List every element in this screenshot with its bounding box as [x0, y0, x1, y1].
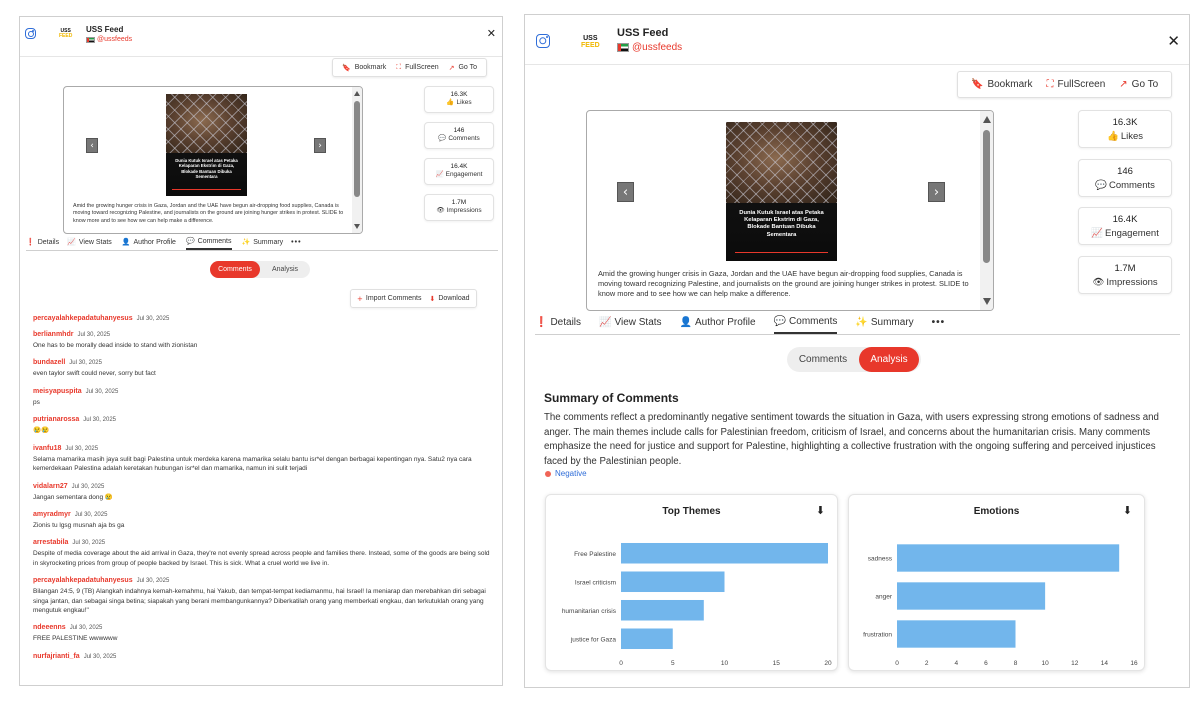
user-icon: 👤	[679, 317, 692, 328]
comment-date: Jul 30, 2025	[83, 653, 117, 660]
comment-text: Jangan sementara dong 😢	[33, 493, 114, 501]
slide-image	[166, 94, 247, 196]
category-label: Free Palestine	[574, 550, 616, 558]
category-label: Israel criticism	[574, 579, 616, 587]
uss-feed-logo: USS FEED	[581, 35, 600, 49]
bar-humanitarian-crisis	[621, 600, 704, 621]
external-link-icon: ↗	[448, 63, 455, 72]
comment-author[interactable]: amyradmyr	[33, 510, 71, 518]
chart-line-icon: 📈	[435, 170, 444, 178]
tab-details[interactable]: ❗ Details	[26, 238, 60, 246]
post-panel-comments	[19, 16, 503, 686]
comment-date: Jul 30, 2025	[74, 511, 108, 518]
account-handle[interactable]: @ussfeeds	[632, 42, 683, 53]
comment-text: One has to be morally dead inside to stand with zionistan	[33, 342, 198, 349]
uss-feed-logo: USS FEED	[59, 28, 73, 39]
magic-wand-icon: ✨	[855, 317, 868, 328]
goto-button[interactable]: ↗ Go To	[448, 63, 478, 72]
bookmark-button[interactable]: 🔖 Bookmark	[342, 63, 387, 72]
post-caption: Amid the growing hunger crisis in Gaza, Jordan and the UAE have begun air-dropping food supplies, Canada is moving toward recognizing Palestine, and journalists on the ground are joining hunger strikes in protest. SLIDE to know more and to see how we can help make a difference.	[598, 269, 969, 298]
plus-icon: +	[357, 294, 363, 303]
post-carousel	[63, 86, 363, 234]
download-button[interactable]: ⬇ Download	[429, 294, 470, 303]
comment-author[interactable]: meisyapuspita	[33, 387, 82, 395]
bookmark-icon: 🔖	[342, 63, 351, 72]
comment-date: Jul 30, 2025	[69, 625, 103, 632]
comment-date: Jul 30, 2025	[77, 332, 111, 338]
post-carousel	[586, 110, 994, 311]
comments-toggle-button[interactable]: Comments	[798, 354, 848, 365]
comment-author[interactable]: bundazell	[33, 359, 66, 367]
comments-icon: 💬	[185, 237, 195, 245]
tick-label: 2	[924, 660, 929, 667]
comment-date: Jul 30, 2025	[65, 445, 99, 452]
chart-line-icon: 📈	[1091, 228, 1103, 239]
chart-icon: 📈	[599, 317, 612, 328]
account-name: USS Feed	[86, 25, 124, 34]
expand-icon: ⛶	[396, 63, 402, 71]
comments-icon: 💬	[1095, 180, 1107, 191]
scroll-up-arrow[interactable]	[354, 91, 360, 96]
info-icon: ❗	[26, 238, 35, 246]
tab-comments[interactable]: 💬 Comments	[774, 311, 838, 334]
slide-image	[726, 122, 837, 261]
stat-likes: 16.3K 👍 Likes	[1078, 110, 1172, 148]
bar-free-palestine	[621, 543, 828, 564]
stat-impressions: 1.7M 👁 Impressions	[1078, 256, 1172, 294]
comment-date: Jul 30, 2025	[71, 483, 105, 490]
more-tabs-button[interactable]: •••	[291, 238, 302, 246]
tick-label: 16	[1130, 660, 1138, 667]
info-icon: ❗	[535, 317, 548, 328]
comment-author[interactable]: ndeeenns	[33, 624, 66, 632]
comment-text: ps	[33, 398, 40, 406]
comment-item	[33, 539, 493, 568]
comment-item	[33, 577, 493, 615]
stat-comments: 146 💬 Comments	[424, 122, 494, 149]
tick-label: 0	[895, 660, 899, 667]
comment-item	[33, 483, 493, 502]
emotions-chart-card	[848, 494, 1145, 671]
slide-title: Dunia Kutuk Israel atas Petaka Kelaparan Ekstrim di Gaza, Blokade Bantuan Dibuka Sementara	[739, 210, 824, 238]
tab-details[interactable]: ❗ Details	[535, 317, 582, 328]
more-tabs-button[interactable]: •••	[931, 317, 946, 328]
instagram-icon[interactable]	[536, 34, 550, 48]
scroll-down-arrow[interactable]	[983, 298, 991, 305]
tick-label: 6	[984, 660, 988, 667]
fullscreen-button[interactable]: ⛶ FullScreen	[396, 63, 439, 71]
stat-impressions: 1.7M 👁 Impressions	[424, 194, 494, 221]
bar-anger	[897, 582, 1045, 609]
comment-item	[33, 359, 493, 378]
post-panel-analysis	[524, 14, 1190, 688]
category-label: humanitarian crisis	[561, 607, 616, 615]
comment-text: Zionis tu lgsg musnah aja bs ga	[33, 521, 125, 529]
chart-icon: 📈	[67, 238, 76, 246]
tab-comments[interactable]: 💬 Comments	[186, 234, 232, 250]
comment-author[interactable]: percayalahkepadatuhanyesus	[33, 577, 133, 585]
comment-date: Jul 30, 2025	[85, 388, 119, 395]
uae-flag-icon	[86, 37, 95, 43]
analysis-toggle-button[interactable]: Analysis	[271, 266, 299, 273]
tab-summary[interactable]: ✨ Summary	[855, 317, 914, 328]
analysis-toggle-button[interactable]: Analysis	[859, 347, 919, 372]
bar-israel-criticism	[621, 571, 725, 592]
summary-text: The comments reflect a predominantly negative sentiment towards the situation in Gaza, with users expressing strong emotions of sadness and anger. The main themes include calls for Palestinian freedom, criticism of Israel, and concerns about the humanitarian crisis. Many comments emphasize the need for justice and support for Palestine, highlighting a collective frustration with the ongoing suffering and perceived injustices faced by the Palestinian people.	[544, 412, 1159, 467]
category-label: frustration	[863, 631, 892, 639]
chart-title: Top Themes	[662, 506, 721, 517]
comment-author[interactable]: vidalarn27	[33, 482, 68, 490]
tick-label: 20	[824, 660, 832, 667]
category-label: sadness	[867, 555, 892, 563]
comment-author[interactable]: arrestabila	[33, 539, 69, 547]
instagram-icon[interactable]	[25, 28, 36, 39]
comment-date: Jul 30, 2025	[83, 417, 116, 424]
comment-text: even taylor swift could never, sorry but fact	[33, 370, 156, 378]
comment-author[interactable]: berlianmhdr	[33, 331, 74, 338]
top-themes-chart-card	[545, 494, 838, 671]
expand-icon: ⛶	[1046, 79, 1054, 90]
tab-author-profile[interactable]: 👤 Author Profile	[121, 238, 176, 246]
summary-title: Summary of Comments	[544, 391, 679, 405]
comment-item	[33, 388, 493, 407]
tick-label: 8	[1013, 660, 1018, 667]
comments-toggle-button[interactable]: Comments	[210, 261, 260, 278]
tick-label: 5	[670, 660, 675, 667]
download-icon[interactable]: ⬇	[815, 504, 825, 517]
tick-label: 4	[954, 660, 959, 667]
tick-label: 0	[619, 660, 623, 667]
bookmark-icon: 🔖	[971, 79, 984, 90]
comment-item	[33, 331, 493, 350]
comment-item	[33, 624, 493, 643]
sentiment-badge: Negative	[545, 469, 587, 478]
download-icon: ⬇	[429, 294, 436, 303]
bar-justice-for-gaza	[621, 628, 673, 649]
thumbs-up-icon: 👍	[446, 98, 455, 106]
tab-summary[interactable]: ✨ Summary	[241, 238, 284, 246]
tick-label: 12	[1071, 660, 1079, 667]
comment-date: Jul 30, 2025	[136, 578, 170, 585]
comments-actions	[350, 289, 477, 308]
bar-frustration	[897, 620, 1016, 647]
stat-likes: 16.3K 👍 Likes	[424, 86, 494, 113]
chart-title: Emotions	[973, 506, 1020, 517]
category-label: anger	[875, 593, 892, 601]
comment-item	[33, 416, 493, 435]
close-icon[interactable]: ✕	[486, 27, 496, 40]
scroll-thumb[interactable]	[983, 130, 990, 263]
tab-view-stats[interactable]: 📈 View Stats	[67, 238, 112, 246]
post-tabs	[26, 234, 498, 251]
goto-button[interactable]: ↗ Go To	[1119, 79, 1159, 90]
emotions-chart	[849, 495, 1145, 671]
comment-author[interactable]: percayalahkepadatuhanyesus	[33, 315, 133, 322]
slide-title: Dunia Kutuk Israel atas Petaka Kelaparan Ekstrim di Gaza, Blokade Bantuan Dibuka Sementara	[175, 158, 238, 180]
sentiment-dot	[545, 471, 551, 477]
account-name: USS Feed	[617, 27, 669, 39]
user-icon: 👤	[121, 238, 131, 246]
comment-author[interactable]: ivanfu18	[33, 444, 62, 452]
import-comments-button[interactable]: + Import Comments	[357, 294, 422, 303]
comments-analysis-toggle	[787, 347, 921, 372]
comment-date: Jul 30, 2025	[69, 360, 102, 367]
comment-date: Jul 30, 2025	[72, 540, 106, 547]
tab-view-stats[interactable]: 📈 View Stats	[599, 317, 662, 328]
eye-icon: 👁	[436, 206, 445, 214]
carousel-prev-button[interactable]: ‹	[86, 138, 98, 153]
comment-item	[33, 315, 493, 322]
uae-flag-icon	[617, 43, 629, 52]
post-toolbar	[957, 71, 1172, 98]
carousel-prev-button[interactable]: ‹	[617, 182, 634, 202]
comment-date: Jul 30, 2025	[136, 316, 170, 322]
external-link-icon: ↗	[1119, 79, 1128, 90]
category-label: justice for Gaza	[570, 636, 616, 644]
comment-text: Despite of media coverage about the aid arrival in Gaza, they're not evenly spread across people and families there. Instead, some of the goods are being sold in skyrocketing prices from group of people backed by Israel. This is sick. What a cruel world we live in.	[33, 550, 490, 567]
post-toolbar	[332, 58, 487, 77]
stat-comments: 146 💬 Comments	[1078, 159, 1172, 197]
comment-text: Bilangan 24:5, 9 (TB) Alangkah indahnya kemah-kemahmu, hai Yakub, dan tempat-tempat kediamanmu, hai Israel! Ia meniarap dan merebahkan diri sebagai singa jantan, dan sebagai singa betina; siapakah yang berani membangunkannya? Diberkatilah orang yang memberkati engkau, dan terkutuklah orang yang mengutuk engkau!"	[33, 588, 486, 615]
comments-analysis-toggle	[210, 261, 310, 278]
post-caption: Amid the growing hunger crisis in Gaza, Jordan and the UAE have begun air-dropping food supplies, Canada is moving toward recognizing Palestine, and journalists on the ground are joining hunger strikes in protest. SLIDE to know more and to see how we can help make a difference.	[73, 203, 344, 224]
comment-text: FREE PALESTINE wwwwww	[33, 635, 118, 643]
post-tabs	[535, 311, 1180, 335]
bar-sadness	[897, 544, 1119, 571]
close-icon[interactable]: ✕	[1167, 32, 1180, 50]
tab-author-profile[interactable]: 👤 Author Profile	[679, 317, 756, 328]
tick-label: 15	[772, 660, 780, 667]
scroll-thumb[interactable]	[354, 101, 360, 197]
comment-list	[33, 315, 493, 669]
scroll-down-arrow[interactable]	[354, 224, 360, 229]
stat-engagement: 16.4K 📈 Engagement	[424, 158, 494, 185]
comments-icon: 💬	[773, 316, 787, 327]
thumbs-up-icon: 👍	[1106, 131, 1119, 142]
comment-item	[33, 511, 493, 530]
comment-text: Selama mamarika masih jaya sulit bagi Palestina untuk merdeka karena mamarika selalu bantu isr*el dengan berbagai kepentingan nya. Satu2 nya cara kemerdekaan Palestina adalah keretakan hubungan isr*el dan mamarika, namun ini sulit terjadi	[33, 455, 472, 473]
comments-icon: 💬	[438, 134, 447, 142]
tick-label: 10	[1041, 660, 1049, 667]
tick-label: 10	[720, 660, 729, 667]
magic-wand-icon: ✨	[241, 238, 251, 246]
carousel-next-button[interactable]: ›	[314, 138, 326, 153]
carousel-next-button[interactable]: ›	[928, 182, 945, 202]
account-handle[interactable]: @ussfeeds	[97, 36, 133, 43]
bookmark-button[interactable]: 🔖 Bookmark	[971, 79, 1033, 90]
comment-text: 😢😢	[33, 427, 50, 435]
stat-engagement: 16.4K 📈 Engagement	[1078, 207, 1172, 245]
comment-item	[33, 653, 493, 660]
tick-label: 14	[1100, 660, 1108, 667]
top-themes-chart	[546, 495, 838, 671]
comment-item	[33, 445, 493, 474]
download-icon[interactable]: ⬇	[1122, 504, 1132, 517]
comment-author[interactable]: putrianarossa	[33, 416, 80, 424]
eye-icon: 👁	[1092, 277, 1105, 288]
fullscreen-button[interactable]: ⛶ FullScreen	[1046, 79, 1106, 90]
comment-author[interactable]: nurfajrianti_fa	[33, 652, 80, 660]
scroll-up-arrow[interactable]	[983, 116, 991, 123]
